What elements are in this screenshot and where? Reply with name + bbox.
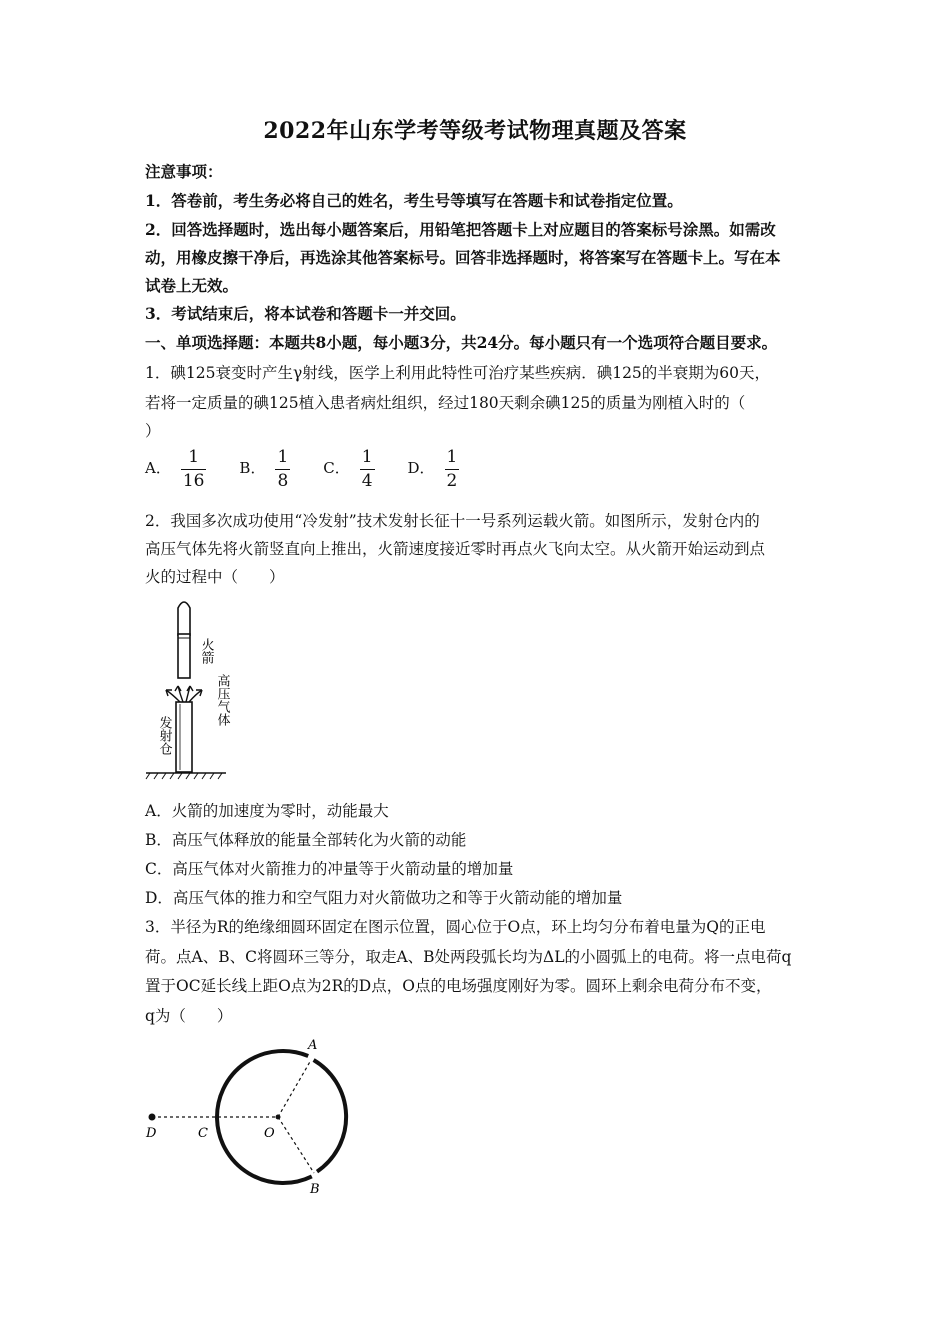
denominator: 8 <box>277 470 289 491</box>
fraction <box>360 448 375 490</box>
numerator: 1 <box>188 447 200 467</box>
question-3-line: 置于OC延长线上距O点为2R的D点，O点的电场强度刚好为零。圆环上剩余电荷分布不变， <box>145 977 772 995</box>
question-2-option-c: C．高压气体对火箭推力的冲量等于火箭动量的增加量 <box>145 860 514 878</box>
charged-ring-right-arc <box>314 1060 347 1172</box>
question-3-line: q为（ ） <box>145 1007 233 1025</box>
point-o <box>276 1115 281 1120</box>
page-title: 2022年山东学考等级考试物理真题及答案 <box>263 118 687 144</box>
question-1-line: 若将一定质量的碘125植入患者病灶组织，经过180天剩余碘125的质量为刚植入时的（ <box>145 394 746 412</box>
numerator: 1 <box>277 447 289 467</box>
option-label: A． <box>145 459 171 478</box>
radius-oa <box>278 1060 311 1117</box>
fraction <box>181 448 207 490</box>
numerator: 1 <box>361 447 373 467</box>
point-d <box>149 1114 156 1121</box>
label-gas: 高压气体 <box>214 674 230 726</box>
note-item: 1．答卷前，考生务必将自己的姓名，考生号等填写在答题卡和试卷指定位置。 <box>145 191 683 210</box>
numerator: 1 <box>446 447 458 467</box>
rocket-nose <box>178 602 190 636</box>
gas-arrow <box>166 690 180 702</box>
note-item: 试卷上无效。 <box>145 276 239 295</box>
rocket-body <box>178 634 190 678</box>
question-1-line: ） <box>145 422 161 440</box>
denominator: 4 <box>361 470 373 491</box>
fraction <box>275 448 290 490</box>
question-2-option-b: B．高压气体释放的能量全部转化为火箭的动能 <box>145 831 467 849</box>
question-2-option-a: A．火箭的加速度为零时，动能最大 <box>145 802 389 820</box>
option-d <box>407 448 465 490</box>
note-item: 3．考试结束后，将本试卷和答题卡一并交回。 <box>145 304 466 323</box>
launch-silo <box>176 702 192 772</box>
question-2-line: 2．我国多次成功使用“冷发射”技术发射长征十一号系列运载火箭。如图所示，发射仓内的 <box>145 512 760 530</box>
option-a <box>145 448 212 490</box>
rocket-launch-figure <box>142 598 242 782</box>
option-label: D． <box>407 459 435 478</box>
label-c: C <box>198 1126 208 1141</box>
question-2-option-d: D．高压气体的推力和空气阻力对火箭做功之和等于火箭动能的增加量 <box>145 889 623 907</box>
denominator: 2 <box>446 470 458 491</box>
label-a: A <box>308 1038 318 1053</box>
label-d: D <box>146 1126 157 1141</box>
charged-ring-figure <box>140 1033 355 1203</box>
fraction <box>445 448 460 490</box>
ground-hatching <box>146 773 222 779</box>
radius-ob <box>278 1117 314 1173</box>
question-3-line: 荷。点A、B、C将圆环三等分，取走A、B处两段弧长均为ΔL的小圆弧上的电荷。将一点电荷q <box>145 948 792 966</box>
option-c <box>323 448 380 490</box>
denominator: 16 <box>182 470 205 491</box>
label-o: O <box>264 1126 275 1141</box>
question-1-options <box>145 448 487 490</box>
notes-heading: 注意事项： <box>145 162 223 181</box>
option-b <box>239 448 296 490</box>
question-2-line: 火的过程中（ ） <box>145 568 285 586</box>
question-2-line: 高压气体先将火箭竖直向上推出，火箭速度接近零时再点火飞向太空。从火箭开始运动到点 <box>145 540 766 558</box>
option-label: C． <box>323 459 350 478</box>
section-heading: 一、单项选择题：本题共8小题，每小题3分，共24分。每小题只有一个选项符合题目要求。 <box>145 333 778 352</box>
label-rocket: 火箭 <box>198 638 214 664</box>
label-b: B <box>310 1182 320 1197</box>
option-label: B． <box>239 459 266 478</box>
note-item: 2．回答选择题时，选出每小题答案后，用铅笔把答题卡上对应题目的答案标号涂黑。如需改 <box>145 220 776 239</box>
question-1-line: 1．碘125衰变时产生γ射线，医学上利用此特性可治疗某些疾病．碘125的半衰期为60天， <box>145 364 771 382</box>
note-item: 动，用橡皮擦干净后，再选涂其他答案标号。回答非选择题时，将答案写在答题卡上。写在本 <box>145 248 781 267</box>
question-3-line: 3．半径为R的绝缘细圆环固定在图示位置，圆心位于O点，环上均匀分布着电量为Q的正电 <box>145 918 766 936</box>
label-silo: 发射仓 <box>156 716 172 755</box>
